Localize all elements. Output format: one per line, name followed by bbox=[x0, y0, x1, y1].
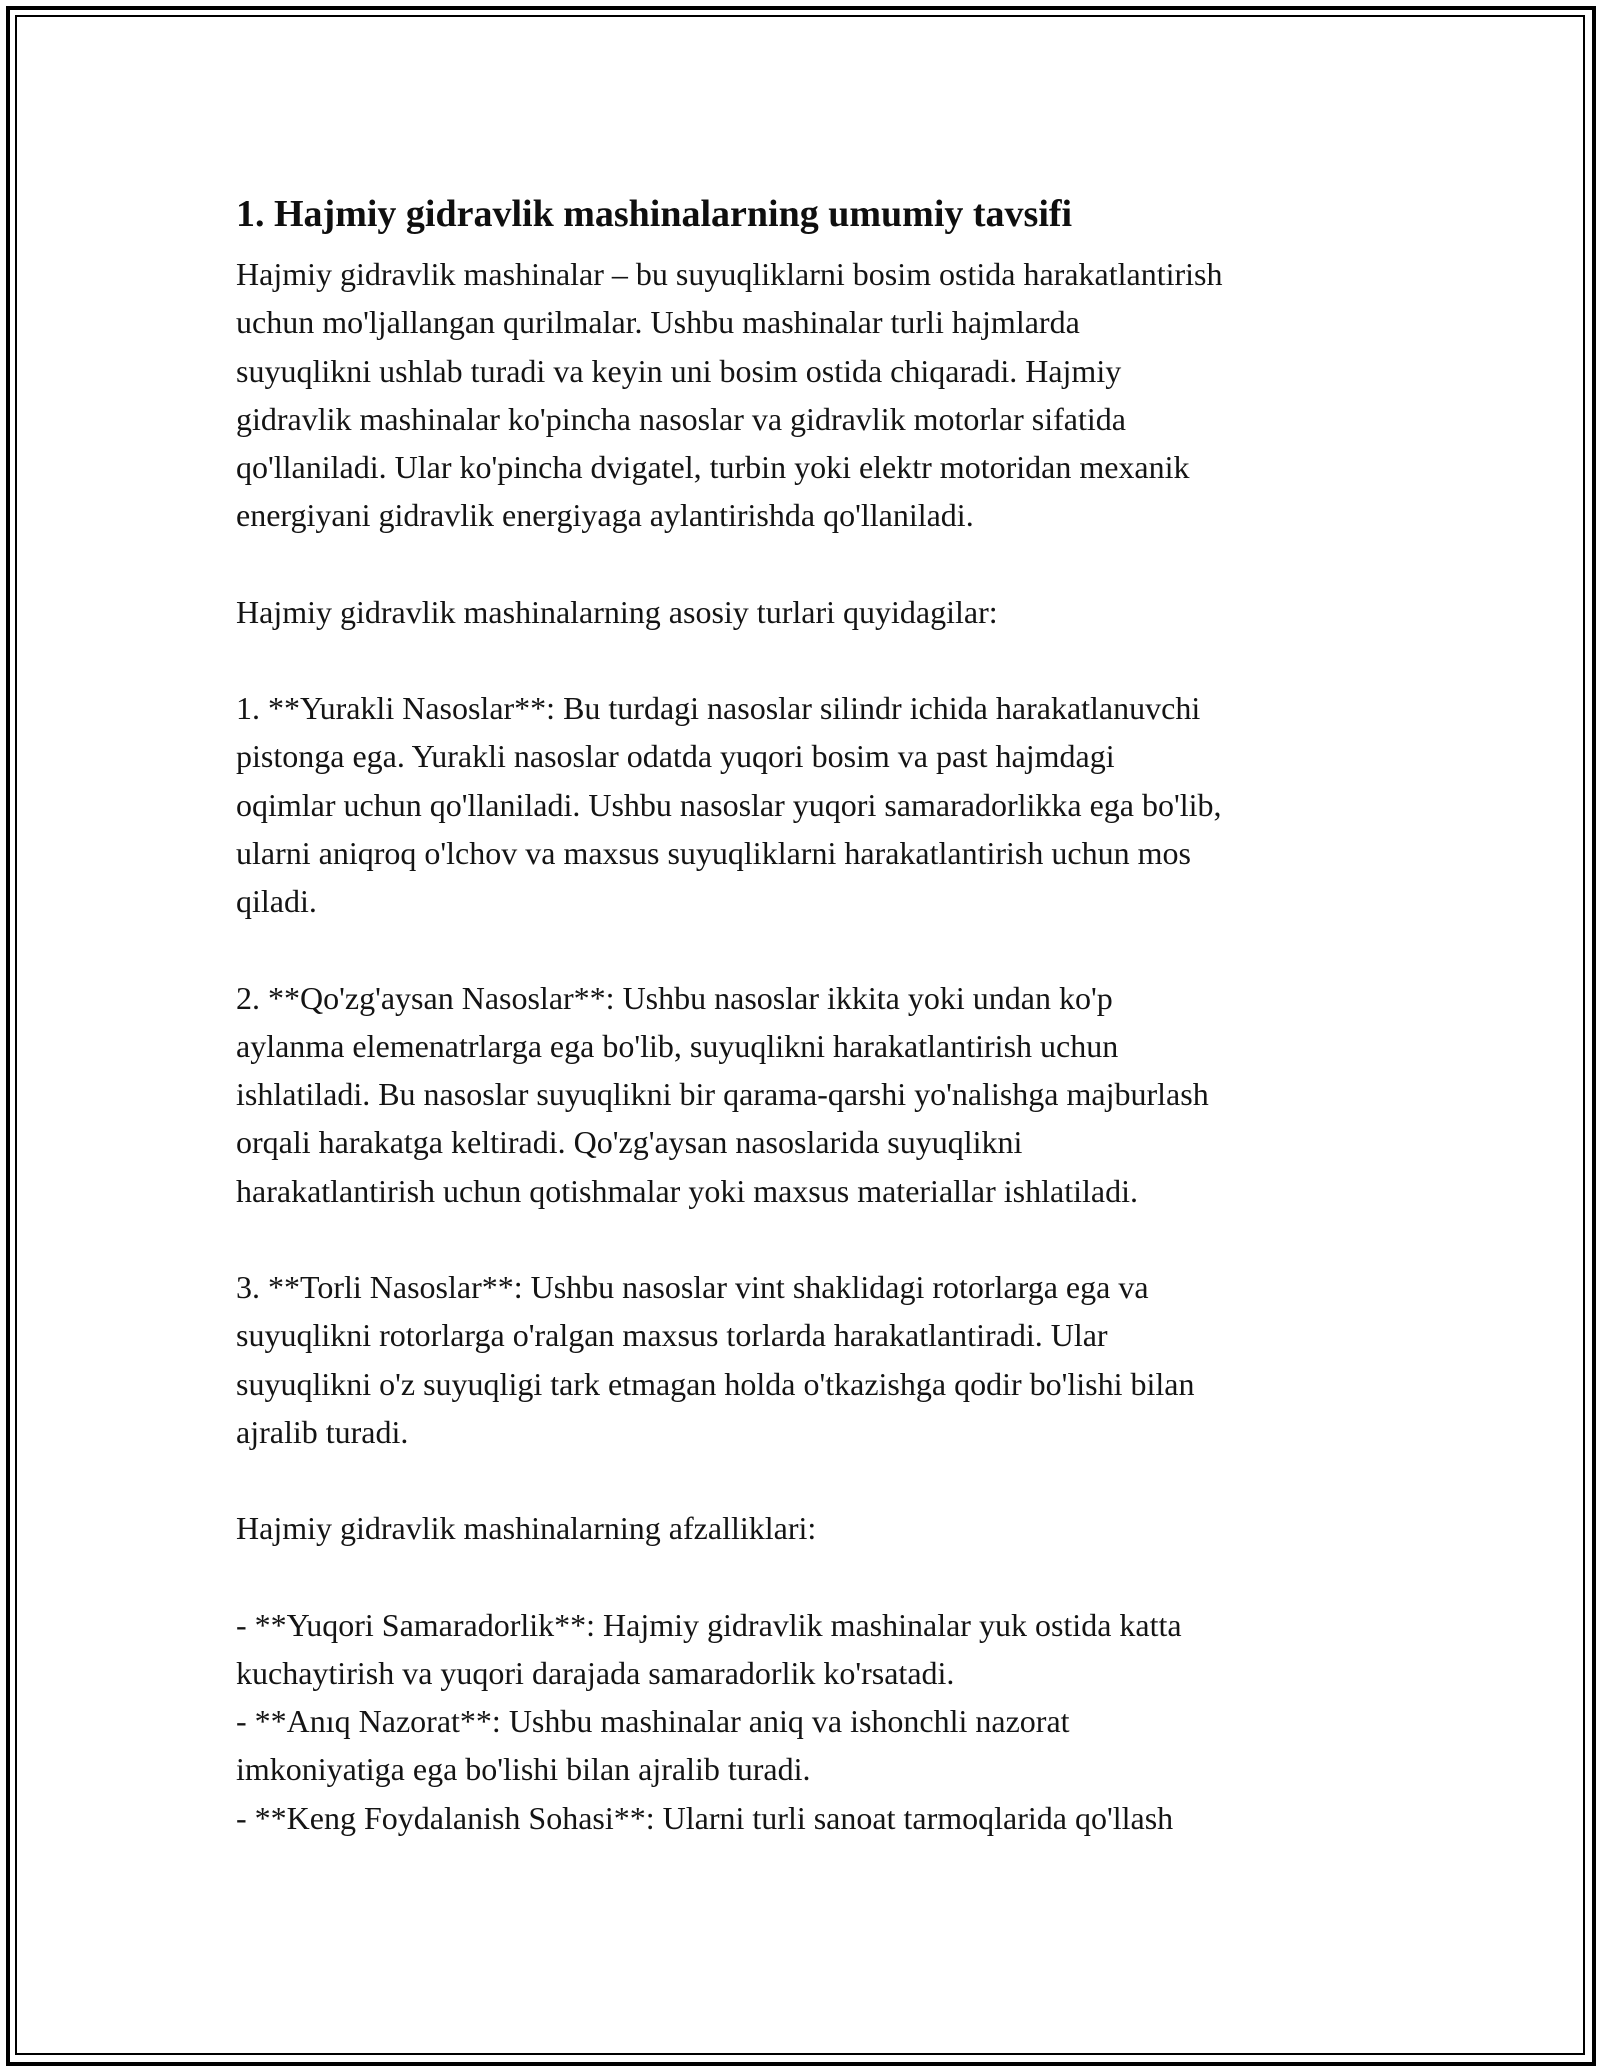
paragraph-gap bbox=[236, 1553, 1386, 1601]
paragraph-type-1: 1. **Yurakli Nasoslar**: Bu turdagi nasoslar silindr ichida harakatlanuvchi pistonga ega. Yurakli nasoslar odatda yuqori bosim va past hajmdagi oqimlar uchun qo'llaniladi. Ushbu nasoslar yuqori samaradorlikka ega bo'lib, ularni aniqroq o'lchov va maxsus suyuqliklarni harakatlantirish uchun mos qiladi. bbox=[236, 690, 1222, 920]
paragraph-type-2: 2. **Qo'zg'aysan Nasoslar**: Ushbu nasoslar ikkita yoki undan ko'p aylanma elemenatrlarga ega bo'lib, suyuqlikni harakatlantirish uchun ishlatiladi. Bu nasoslar suyuqlikni bir qarama-qarshi yo'nalishga majburlash orqali harakatga keltiradi. Qo'zg'aysan nasoslarida suyuqlikni harakatlantirish uchun qotishmalar yoki maxsus materiallar ishlatiladi. bbox=[236, 979, 1209, 1209]
paragraph-gap bbox=[236, 1456, 1386, 1504]
paragraph-gap bbox=[236, 926, 1386, 974]
paragraph-gap bbox=[236, 540, 1386, 588]
document-title: 1. Hajmiy gidravlik mashinalarning umumiy tavsifi bbox=[236, 193, 1073, 235]
paragraph-gap bbox=[236, 636, 1386, 684]
paragraph-advantages-heading: Hajmiy gidravlik mashinalarning afzalliklari: bbox=[236, 1510, 817, 1547]
paragraph-type-3: 3. **Torli Nasoslar**: Ushbu nasoslar vint shaklidagi rotorlarga ega va suyuqlikni rotorlarga o'ralgan maxsus torlarda harakatlantiradi. Ular suyuqlikni o'z suyuqligi tark etmagan holda o'tkazishga qodir bo'lishi bilan ajralib turadi. bbox=[236, 1269, 1195, 1450]
paragraph-types-heading: Hajmiy gidravlik mashinalarning asosiy turlari quyidagilar: bbox=[236, 593, 998, 630]
document-body bbox=[236, 186, 1386, 1842]
paragraph-advantages-list: - **Yuqori Samaradorlik**: Hajmiy gidravlik mashinalar yuk ostida katta kuchaytirish va yuqori darajada samaradorlik ko'rsatadi. - **Anıq Nazorat**: Ushbu mashinalar aniq va ishonchli nazorat imkoniyatiga ega bo'lishi bilan ajralib turadi. - **Keng Foydalanish Sohasi**: Ularni turli sanoat tarmoqlarida qo'llash bbox=[236, 1606, 1182, 1836]
paragraph-gap bbox=[236, 1215, 1386, 1263]
paragraph-intro: Hajmiy gidravlik mashinalar – bu suyuqliklarni bosim ostida harakatlantirish uchun mo'ljallangan qurilmalar. Ushbu mashinalar turli hajmlarda suyuqlikni ushlab turadi va keyin uni bosim ostida chiqaradi. Hajmiy gidravlik mashinalar ko'pincha nasoslar va gidravlik motorlar sifatida qo'llaniladi. Ular ko'pincha dvigatel, turbin yoki elektr motoridan mexanik energiyani gidravlik energiyaga aylantirishda qo'llaniladi. bbox=[236, 256, 1223, 534]
